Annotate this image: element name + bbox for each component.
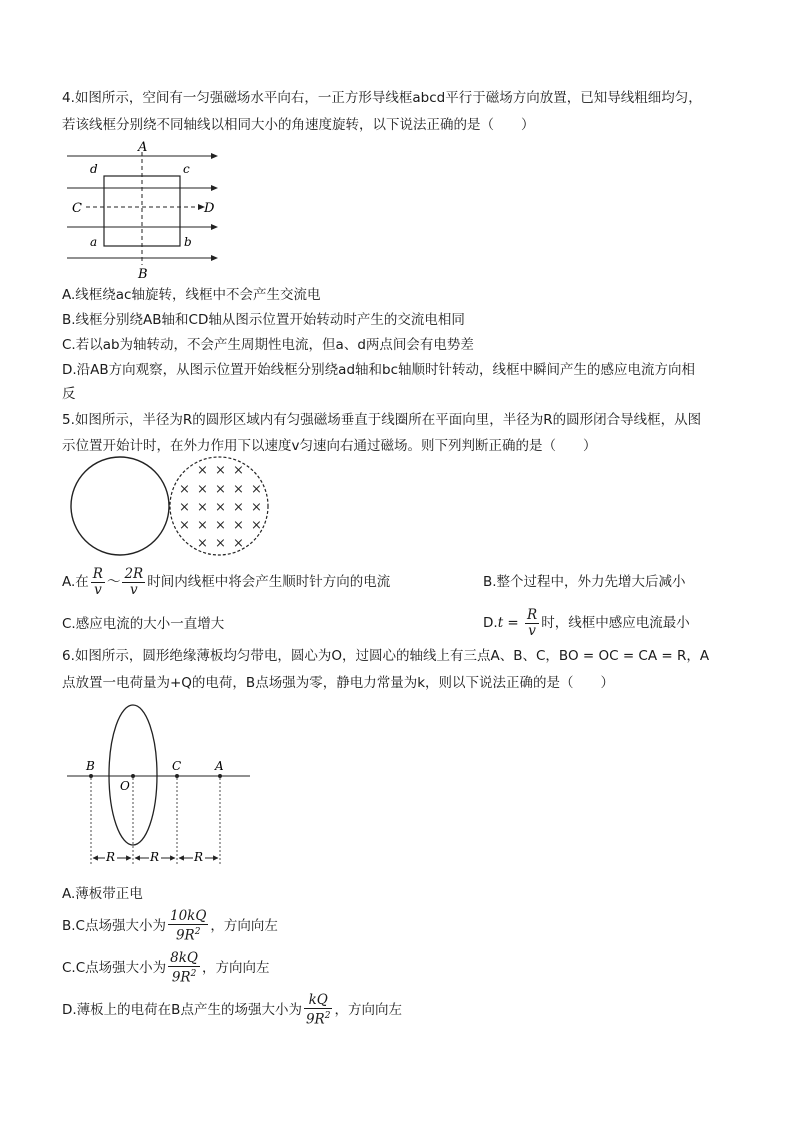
q5-option-a (62, 562, 390, 602)
q6-stem-line2: 点放置一电荷量为+Q的电荷，B点场强为零，静电力常量为k，则以下说法正确的是（ ） (62, 675, 615, 691)
field-cross-symbol: × (233, 500, 244, 515)
q5-option-d: D.t = $\frac{R}{v}$ 时，线框中感应电流最小 (483, 606, 690, 639)
field-cross-symbol: × (215, 482, 226, 497)
label-B: B (138, 267, 148, 280)
q6-option-a: A.薄板带正电 (62, 886, 143, 902)
label-D: D (204, 201, 215, 216)
q6-option-b: B.C点场强大小为 $\frac{10kQ}{9R^2}$ ，方向向左 (62, 907, 278, 944)
q4-option-a: A.线框绕ac轴旋转，线框中不会产生交流电 (62, 287, 321, 303)
q5-circles-diagram (62, 456, 274, 560)
q5-option-a-prefix: A.在 (62, 574, 89, 590)
dim-label-R-3: R (194, 850, 204, 864)
q4-option-b: B.线框分别绕AB轴和CD轴从图示位置开始转动时产生的交流电相同 (62, 312, 465, 328)
q5-stem-line2: 示位置开始计时，在外力作用下以速度v匀速向右通过磁场。则下列判断正确的是（ ） (62, 438, 597, 454)
q5-option-b: B.整个过程中，外力先增大后减小 (483, 574, 686, 590)
field-cross-symbol: × (233, 518, 244, 533)
label-a: a (90, 235, 98, 249)
q6-option-c: C.C点场强大小为 $\frac{8kQ}{9R^2}$ ，方向向左 (62, 949, 270, 986)
label-A: A (215, 759, 224, 773)
q6-frac-b: $\frac{10kQ}{9R^2}$ (169, 907, 207, 944)
field-cross-symbol: × (215, 518, 226, 533)
field-cross-symbol: × (179, 482, 190, 497)
dim-label-R-1: R (106, 850, 116, 864)
field-cross-symbol: × (197, 463, 208, 478)
dim-label-R-2: R (150, 850, 160, 864)
q5-tilde: ～ (106, 574, 121, 590)
field-cross-symbol: × (197, 518, 208, 533)
q5-frac-d: $\frac{R}{v}$ (527, 606, 538, 639)
q6-option-d: D.薄板上的电荷在B点产生的场强大小为 $\frac{kQ}{9R^2}$ ，方向向左 (62, 991, 402, 1028)
field-cross-symbol: × (179, 518, 190, 533)
q5-frac-r-over-v: $\frac{R}{v}$ (92, 565, 103, 598)
q6-charged-plate-diagram (62, 700, 262, 870)
field-cross-symbol: × (251, 500, 262, 515)
field-cross-symbol: × (179, 500, 190, 515)
field-cross-symbol: × (233, 482, 244, 497)
q6-frac-c: $\frac{8kQ}{9R^2}$ (170, 949, 198, 986)
point-C (175, 774, 179, 778)
point-B (89, 774, 93, 778)
q4-stem-line1: 4.如图所示，空间有一匀强磁场水平向右，一正方形导线框abcd平行于磁场方向放置，已知导线粗细均匀， (62, 90, 702, 106)
q4-option-d-line1: D.沿AB方向观察，从图示位置开始线框分别绕ad轴和bc轴顺时针转动，线框中瞬间产生的感应电流方向相 (62, 362, 696, 378)
field-cross-symbol: × (251, 482, 262, 497)
q5-stem-line1: 5.如图所示，半径为R的圆形区域内有匀强磁场垂直于线圈所在平面向里，半径为R的圆形闭合导线框，从图 (62, 412, 702, 428)
field-cross-symbol: × (215, 500, 226, 515)
field-cross-symbol: × (215, 463, 226, 478)
field-symbols (179, 463, 262, 551)
q4-option-c: C.若以ab为轴转动，不会产生周期性电流，但a、d两点间会有电势差 (62, 337, 474, 353)
label-C: C (72, 201, 82, 216)
wire-loop-circle (71, 457, 169, 555)
field-cross-symbol: × (251, 518, 262, 533)
label-B: B (86, 759, 95, 773)
label-c: c (183, 162, 190, 176)
label-A: A (138, 140, 148, 155)
field-cross-symbol: × (197, 482, 208, 497)
q5-option-a-suffix: 时间内线框中将会产生顺时针方向的电流 (147, 574, 391, 590)
q6-stem-line1: 6.如图所示，圆形绝缘薄板均匀带电，圆心为O，过圆心的轴线上有三点A、B、C，BO = OC = CA = R，A (62, 648, 710, 664)
label-d: d (90, 162, 98, 176)
q4-option-d-line2: 反 (62, 386, 76, 402)
label-O: O (120, 779, 130, 793)
field-cross-symbol: × (233, 536, 244, 551)
q4-stem-line2: 若该线框分别绕不同轴线以相同大小的角速度旋转，以下说法正确的是（ ） (62, 117, 535, 133)
q5-frac-2r-over-v: $\frac{2R}{v}$ (124, 565, 144, 598)
label-C: C (172, 759, 182, 773)
field-cross-symbol: × (215, 536, 226, 551)
field-cross-symbol: × (197, 536, 208, 551)
point-A (218, 774, 222, 778)
q4-square-frame-diagram (62, 140, 222, 280)
field-cross-symbol: × (233, 463, 244, 478)
point-O (131, 774, 135, 778)
q6-frac-d: $\frac{kQ}{9R^2}$ (305, 991, 331, 1028)
q5-option-c: C.感应电流的大小一直增大 (62, 616, 225, 632)
field-cross-symbol: × (197, 500, 208, 515)
label-b: b (184, 235, 192, 249)
